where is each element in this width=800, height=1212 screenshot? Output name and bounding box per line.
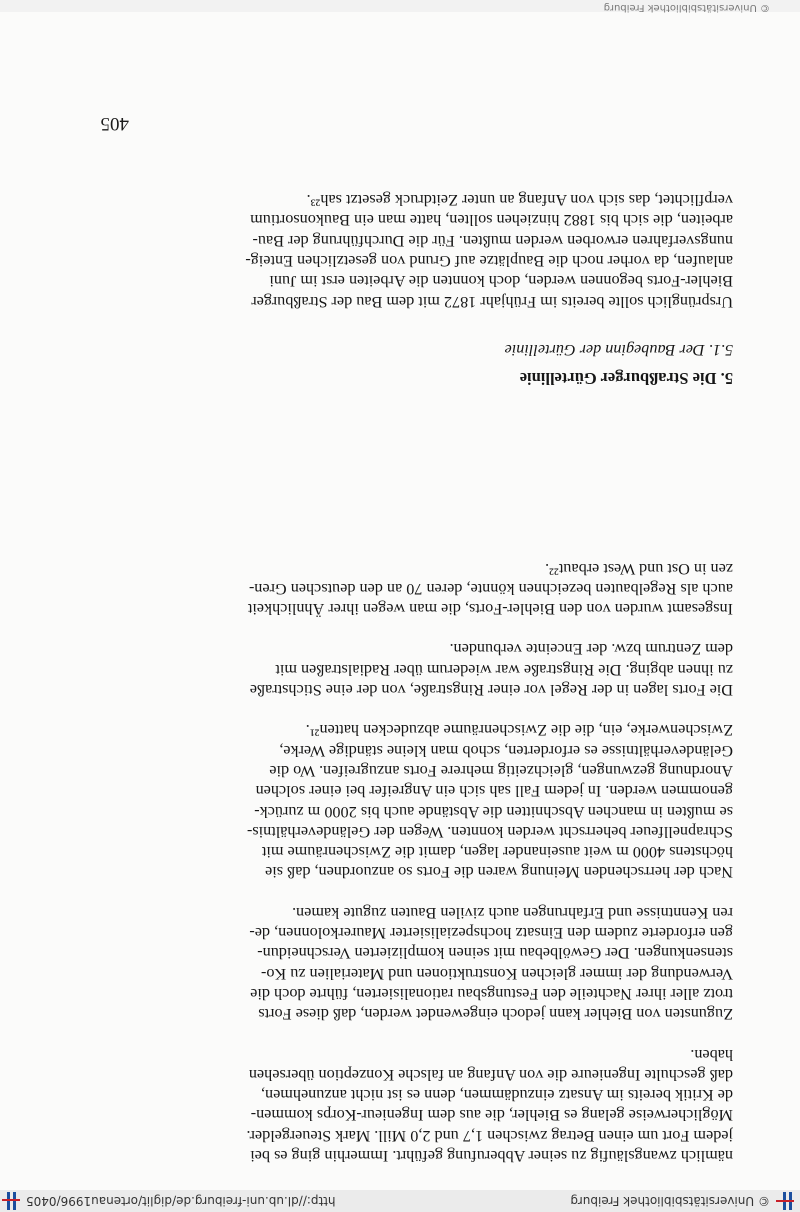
paragraph-6 (70, 190, 733, 312)
text-line: jedem Fort um einen Betrag zwischen 1,7 und 2,0 Mill. Mark Steuergelder. (246, 1126, 733, 1145)
text-line: höchstens 4000 m weit auseinander lagen, damit die Zwischenräume mit (261, 843, 733, 862)
text-line: arbeiten, die sich bis 1882 hinziehen sollten, hatte man ein Baukonsortium (250, 211, 733, 230)
text-line: de Kritik bereits im Ansatz einzudämmen, denn es ist nicht anzunehmen, (260, 1086, 733, 1105)
text-line: Schrapnellfeuer beherrscht werden konnten. Wegen der Geländeverhältnis- (246, 822, 733, 841)
text-line: Ursprünglich sollte bereits im Frühjahr 1872 mit dem Bau der Straßburger (251, 292, 733, 311)
text-line: Zwischenwerke, ein, die die Zwischenräume abzudecken hatten²¹. (305, 721, 733, 740)
text-line: haben. (690, 1045, 733, 1064)
text-line: nämlich zwangsläufig zu seiner Abberufung geführt. Immerhin ging es bei (250, 1147, 733, 1165)
text-line: ren Kenntnisse und Erfahrungen auch zivilen Bauten zugute kamen. (292, 903, 733, 922)
page-number: 405 (100, 113, 129, 134)
text-line: Biehler-Forts begonnen werden, doch konnten die Arbeiten erst im Juni (269, 272, 733, 291)
text-line: Möglicherweise gelang es Biehler, die aus dem Ingenieur-Korps kommen- (250, 1106, 733, 1125)
library-logo-icon (776, 1192, 794, 1210)
text-line: zen in Ost und West erbaut²². (545, 559, 733, 578)
text-line: se mußten in manchen Abschnitten die Abstände auch bis 2000 m zurück- (254, 802, 733, 821)
text-line: gen erforderte zudem den Einsatz hochspezialisierter Maurerkolonnen, de- (249, 924, 733, 943)
section-heading: 5. Die Straßburger Gürtellinie (519, 369, 733, 389)
library-logo-icon-right (2, 1192, 20, 1210)
text-line: verpflichtet, das sich von Anfang an unter Zeitdruck gesetzt sah²³. (306, 191, 733, 210)
text-line: Verwendung der immer gleichen Konstruktionen und Materialien zu Ko- (261, 964, 733, 983)
header-bar (0, 1190, 800, 1212)
footer-bar (0, 0, 800, 12)
text-line: zu ihnen abging. Die Ringstraße war wiederum über Radialstraßen mit (275, 660, 733, 679)
text-line: Zugunsten von Biehler kann jedoch eingewendet werden, daß diese Forts (258, 1005, 733, 1024)
paragraph-2 (70, 902, 733, 1024)
text-line: Nach der herrschenden Meinung waren die Forts so anzuordnen, daß sie (265, 863, 733, 882)
paragraph-1 (70, 1044, 733, 1166)
text-line: Anordnung gezwungen, gleichzeitig mehrere Forts anzugreifen. Wo die (269, 761, 733, 780)
text-line: Geländeverhältnisse es erforderten, schob man kleine ständige Werke, (279, 741, 733, 760)
text-line: dem Zentrum bzw. der Enceinte verbunden. (449, 640, 733, 659)
library-credit: © Universitätsbibliothek Freiburg (570, 1194, 770, 1208)
paragraph-4 (70, 639, 733, 700)
text-line: anlaufen, da vorher noch die Bauplätze auf Grund von gesetzlichen Enteig- (245, 252, 733, 271)
paragraph-3 (70, 720, 733, 882)
footer-credit: © Universitätsbibliothek Freiburg (603, 2, 770, 13)
subsection-heading: 5.1. Der Baubeginn der Gürtellinie (504, 340, 733, 359)
text-line: genommen werden. In jedem Fall sah sich ein Angreifer bei einer solchen (255, 782, 733, 801)
text-line: Die Forts lagen in der Regel vor einer Ringstraße, von der eine Stichstraße (249, 681, 733, 700)
text-line: stensenkungen. Der Gewölbebau mit seinen komplizierten Verschneidun- (257, 944, 733, 963)
text-line: auch als Regelbauten bezeichnen könnte, deren 70 an den deutschen Gren- (248, 579, 733, 598)
text-line: daß geschulte Ingenieure die von Anfang an falsche Konzeption übersehen (248, 1065, 733, 1084)
source-url[interactable]: http://dl.ub.uni-freiburg.de/diglit/ortenau1996/0405 (26, 1194, 336, 1208)
page-text (70, 190, 733, 1166)
text-line: trotz aller ihrer Nachteile den Festungsbau rationalisierten, führte doch die (250, 984, 733, 1003)
text-line: Insgesamt wurden von den Biehler-Forts, die man wegen ihrer Ähnlichkeit (247, 600, 733, 619)
paragraph-5 (70, 558, 733, 619)
text-line: nungsverfahren erworben werden mußten. Für die Durchführung der Bau- (252, 231, 733, 250)
